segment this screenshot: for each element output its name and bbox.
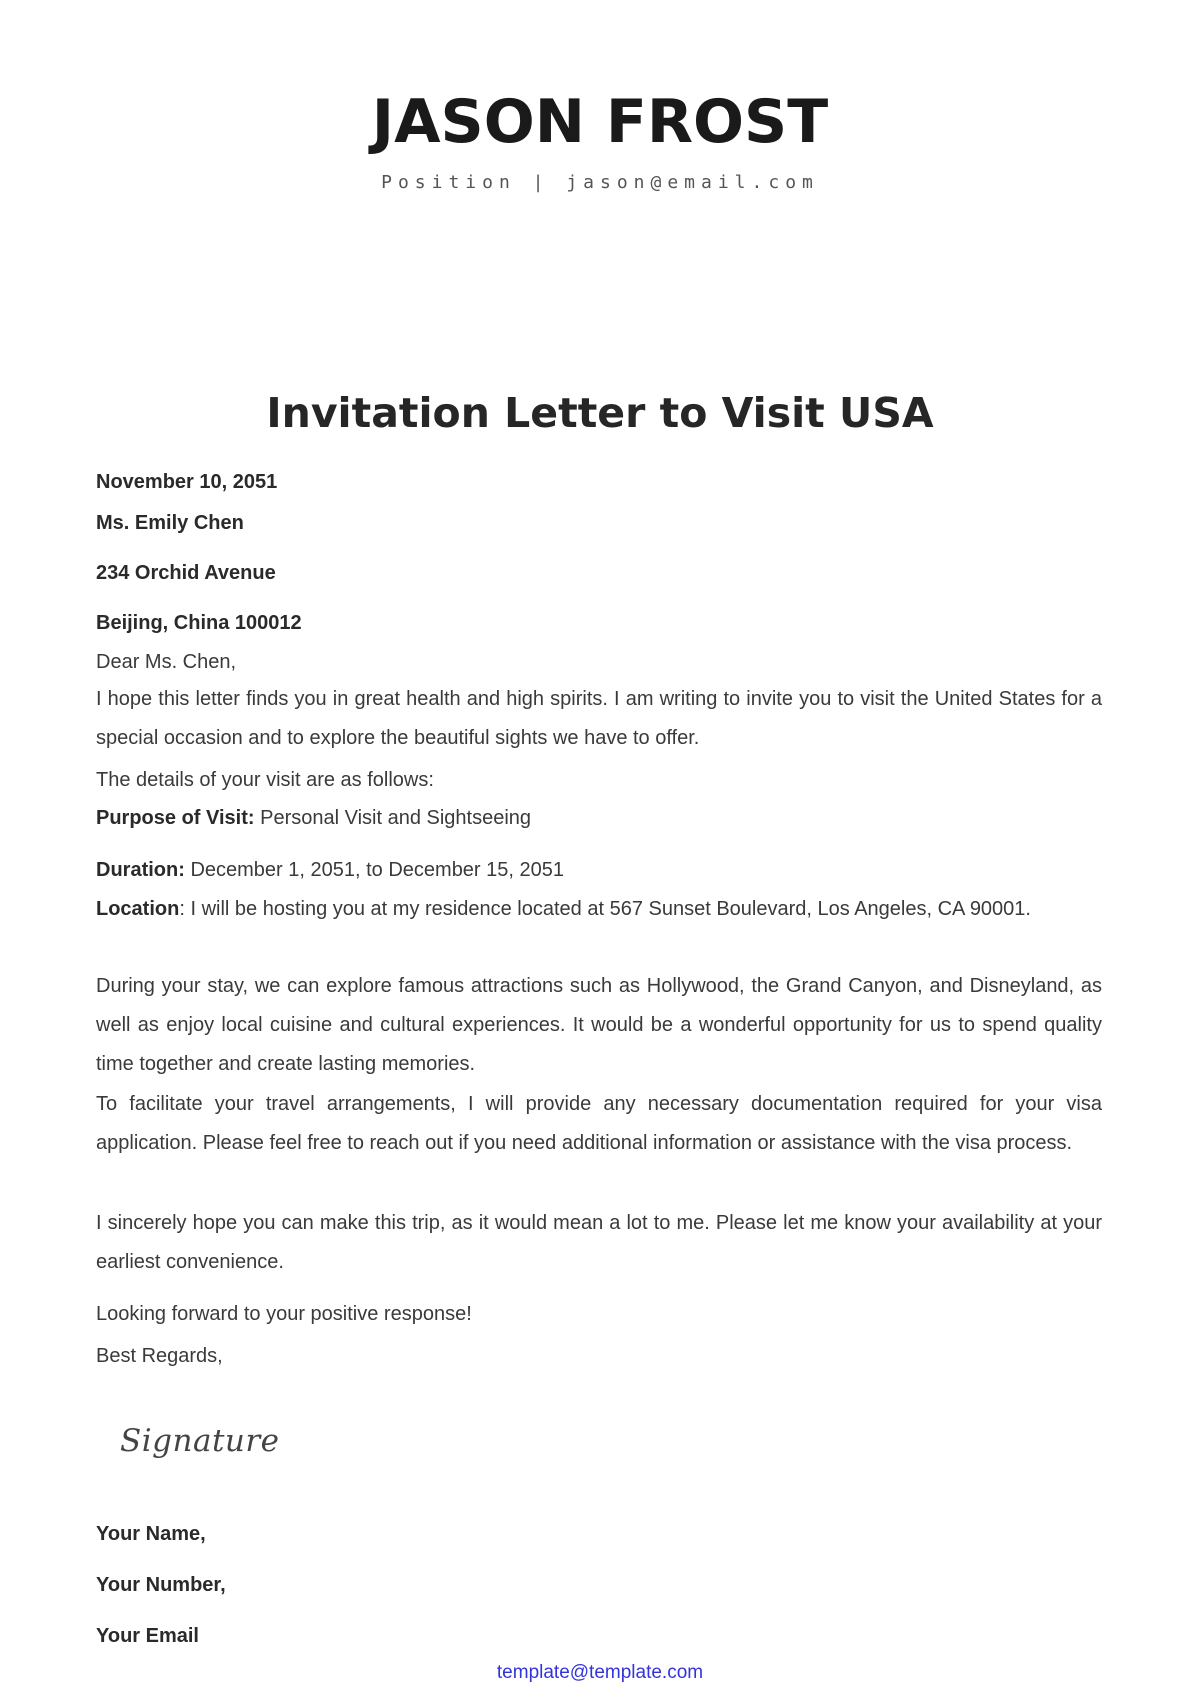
- letter-date: November 10, 2051: [96, 471, 278, 493]
- sender-number: Your Number,: [96, 1574, 226, 1596]
- purpose-label: Purpose of Visit:: [96, 807, 255, 829]
- recipient-city: Beijing, China 100012: [96, 612, 302, 634]
- duration-line: [96, 858, 1102, 882]
- sender-contact-line: Position | jason@email.com: [381, 172, 819, 193]
- hope-paragraph: I sincerely hope you can make this trip, as it would mean a lot to me. Please let me know your availability at your earliest convenience.: [96, 1212, 1102, 1273]
- purpose-value: Personal Visit and Sightseeing: [254, 807, 532, 829]
- sender-name-heading: JASON FROST: [371, 87, 829, 157]
- recipient-street: 234 Orchid Avenue: [96, 562, 276, 584]
- footer-email-link[interactable]: template@template.com: [496, 1662, 704, 1683]
- greeting: Dear Ms. Chen,: [96, 651, 237, 673]
- signature: Signature: [120, 1423, 280, 1459]
- sign-off: Best Regards,: [96, 1345, 223, 1367]
- stay-paragraph: During your stay, we can explore famous attractions such as Hollywood, the Grand Canyon, and Disneyland, as well as enjoy local cuisine and cultural experiences. It would be a wonderful opportunity for us to spend quality time together and create lasting memories.: [96, 975, 1102, 1075]
- duration-label: Duration:: [96, 859, 185, 881]
- sender-email: Your Email: [96, 1625, 199, 1647]
- travel-paragraph: To facilitate your travel arrangements, I will provide any necessary documentation required for your visa application. Please feel free to reach out if you need additional information or assistance with the visa process.: [96, 1093, 1102, 1154]
- sender-name: Your Name,: [96, 1523, 206, 1545]
- closing-line: Looking forward to your positive response!: [96, 1303, 472, 1325]
- intro-paragraph: I hope this letter finds you in great health and high spirits. I am writing to invite you to visit the United States for a special occasion and to explore the beautiful sights we have to offer.: [96, 688, 1102, 749]
- purpose-line: [96, 806, 1102, 830]
- location-label: Location: [96, 898, 180, 920]
- page-title: Invitation Letter to Visit USA: [266, 389, 934, 437]
- recipient-name: Ms. Emily Chen: [96, 512, 244, 534]
- duration-value: December 1, 2051, to December 15, 2051: [184, 859, 565, 881]
- location-paragraph: [96, 890, 1102, 929]
- details-intro: The details of your visit are as follows:: [96, 769, 434, 791]
- location-value: : I will be hosting you at my residence located at 567 Sunset Boulevard, Los Angeles, CA 90001.: [179, 898, 1031, 920]
